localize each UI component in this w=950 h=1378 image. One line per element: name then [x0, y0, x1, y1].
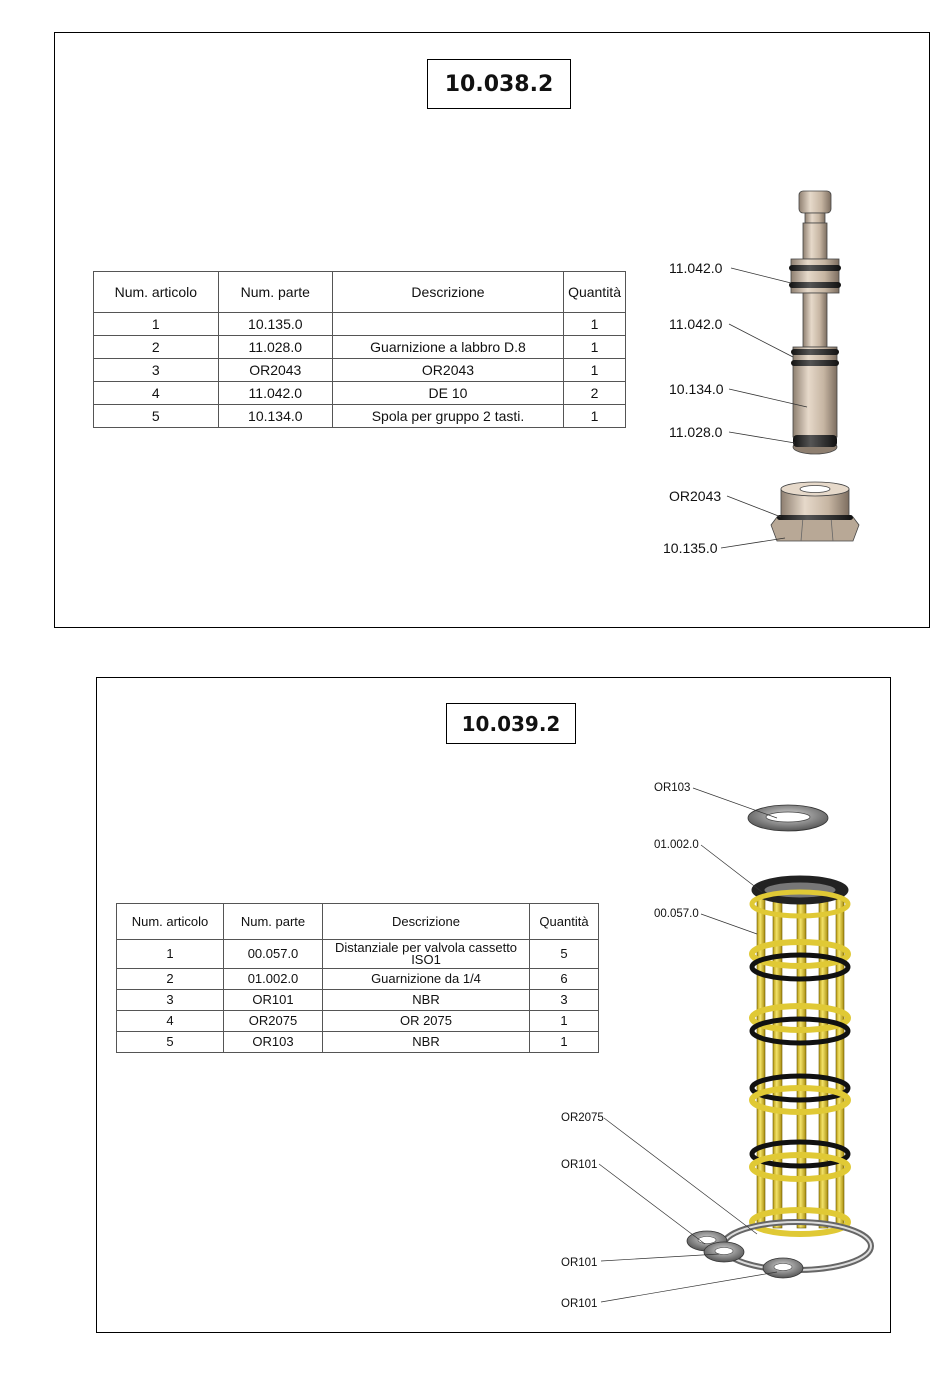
cell-description: NBR — [323, 1032, 530, 1053]
col-header-item: Num. articolo — [117, 904, 224, 940]
spool-assembly-drawing — [55, 33, 931, 629]
col-header-qty: Quantità — [564, 272, 626, 313]
cell-description: Spola per gruppo 2 tasti. — [332, 405, 563, 428]
cell-qty: 1 — [530, 1032, 599, 1053]
cell-description: NBR — [323, 990, 530, 1011]
cell-qty: 1 — [564, 313, 626, 336]
cell-part: OR103 — [224, 1032, 323, 1053]
cell-item: 2 — [117, 969, 224, 990]
cell-part: 11.028.0 — [218, 336, 332, 359]
cell-qty: 2 — [564, 382, 626, 405]
spacer-stack — [752, 876, 848, 1234]
cell-qty: 1 — [564, 336, 626, 359]
callout-label: 11.042.0 — [669, 260, 723, 276]
callout-label: 01.002.0 — [654, 839, 699, 851]
cell-part: OR2075 — [224, 1011, 323, 1032]
spool-part — [791, 191, 839, 454]
cell-description: OR 2075 — [323, 1011, 530, 1032]
col-header-description: Descrizione — [323, 904, 530, 940]
cell-part: 01.002.0 — [224, 969, 323, 990]
callout-label: 11.028.0 — [669, 424, 723, 440]
callout-label: OR103 — [654, 782, 691, 794]
cell-item: 1 — [117, 940, 224, 969]
lip-seal-lower — [793, 435, 837, 447]
callout-label: 00.057.0 — [654, 908, 699, 920]
callout-label: 11.042.0 — [669, 316, 723, 332]
cell-description: Distanziale per valvola cassetto ISO1 — [323, 940, 530, 969]
assembly-code-box: 10.038.2 — [427, 59, 571, 109]
cell-part: 00.057.0 — [224, 940, 323, 969]
cell-item: 5 — [117, 1032, 224, 1053]
col-header-part: Num. parte — [218, 272, 332, 313]
oring-or101 — [687, 1231, 803, 1278]
cell-part: 10.134.0 — [218, 405, 332, 428]
cell-item: 3 — [94, 359, 219, 382]
cell-qty: 5 — [530, 940, 599, 969]
cell-description: DE 10 — [332, 382, 563, 405]
cell-item: 4 — [117, 1011, 224, 1032]
cell-item: 4 — [94, 382, 219, 405]
cell-part: 11.042.0 — [218, 382, 332, 405]
cell-qty: 1 — [564, 359, 626, 382]
callout-label: OR101 — [561, 1257, 598, 1269]
callout-label: 10.134.0 — [669, 381, 724, 397]
cell-qty: 1 — [564, 405, 626, 428]
cell-part: OR2043 — [218, 359, 332, 382]
hex-nut-part — [771, 482, 859, 541]
col-header-part: Num. parte — [224, 904, 323, 940]
callout-label: OR2075 — [561, 1112, 604, 1124]
cell-qty: 6 — [530, 969, 599, 990]
oring-or103 — [748, 805, 828, 831]
col-header-description: Descrizione — [332, 272, 563, 313]
drawing-sheet-10-039-2 — [96, 677, 891, 1333]
cell-item: 2 — [94, 336, 219, 359]
cell-part: 10.135.0 — [218, 313, 332, 336]
assembly-code-box: 10.039.2 — [446, 703, 576, 744]
cell-item: 3 — [117, 990, 224, 1011]
cell-description: OR2043 — [332, 359, 563, 382]
col-header-qty: Quantità — [530, 904, 599, 940]
cell-description: Guarnizione da 1/4 — [323, 969, 530, 990]
oring-or2043 — [777, 515, 853, 520]
callout-label: OR2043 — [669, 488, 722, 504]
spacer-cage-drawing — [97, 678, 892, 1334]
cell-part: OR101 — [224, 990, 323, 1011]
cell-qty: 1 — [530, 1011, 599, 1032]
cell-description: Guarnizione a labbro D.8 — [332, 336, 563, 359]
callout-label: OR101 — [561, 1298, 598, 1310]
cell-item: 1 — [94, 313, 219, 336]
cell-item: 5 — [94, 405, 219, 428]
callout-label: OR101 — [561, 1159, 598, 1171]
cell-qty: 3 — [530, 990, 599, 1011]
drawing-sheet-10-038-2 — [54, 32, 930, 628]
callout-label: 10.135.0 — [663, 540, 718, 556]
col-header-item: Num. articolo — [94, 272, 219, 313]
